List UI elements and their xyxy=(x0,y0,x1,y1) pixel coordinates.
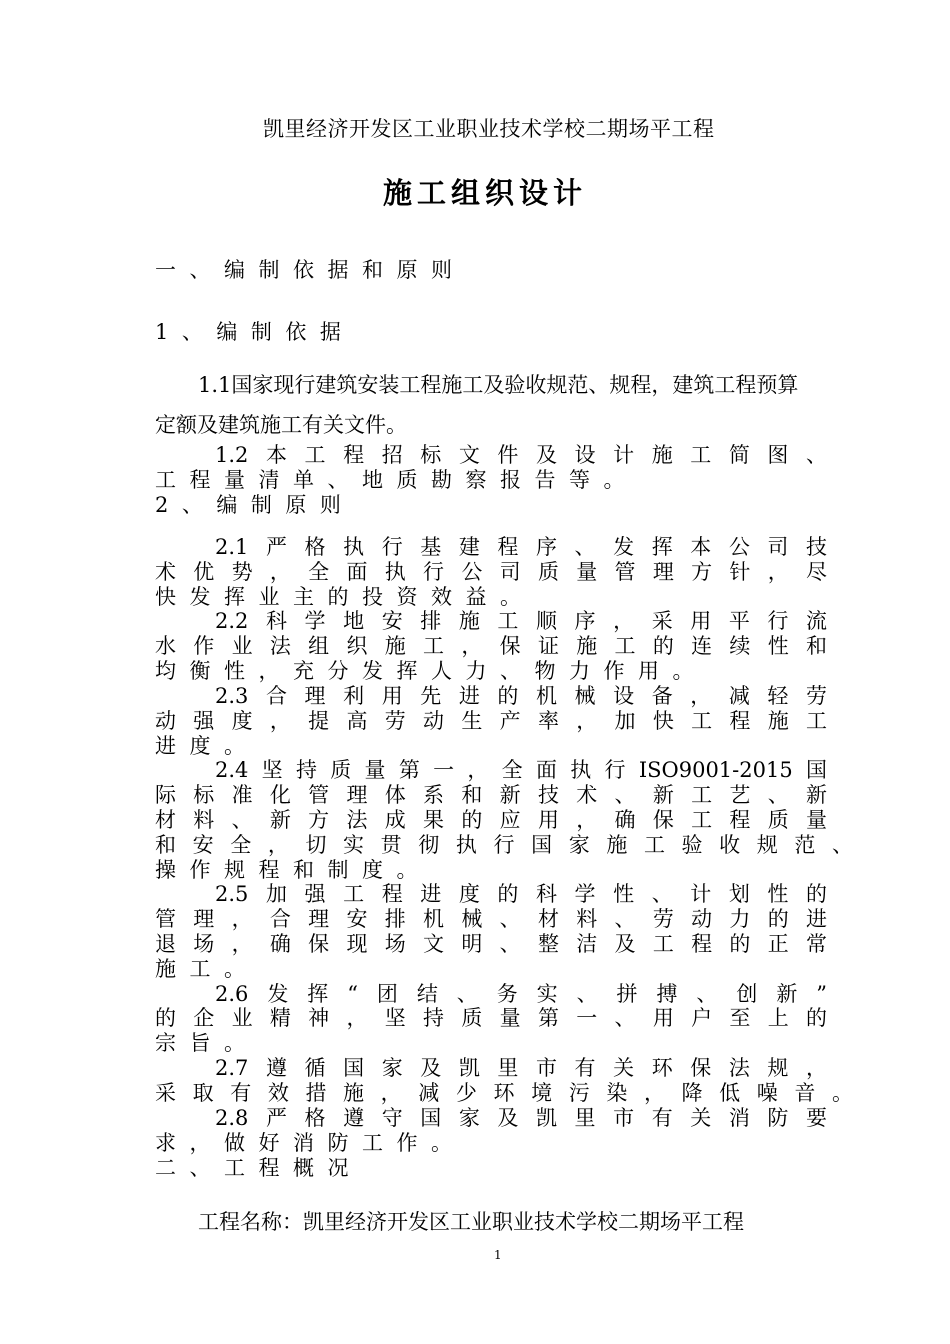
paragraph-2-7-line1: 2.7遵循国家及凯里市有关环保法规， xyxy=(215,1056,827,1080)
paragraph-2-7-line2: 采取有效措施，减少环境污染，降低噪音。 xyxy=(155,1081,853,1105)
paragraph-2-5-line4: 施工。 xyxy=(155,957,259,981)
section-heading-2: 二、工程概况 xyxy=(155,1156,362,1180)
document-title: 施工组织设计 xyxy=(383,176,588,210)
paragraph-2-8-line2: 求，做好消防工作。 xyxy=(155,1131,466,1155)
paragraph-2-4-line1: 2.4坚持质量第一，全面执行ISO9001-2015国 xyxy=(215,758,827,782)
paragraph-2-1-line3: 快发挥业主的投资效益。 xyxy=(155,585,535,609)
paragraph-2-3-line1: 2.3合理利用先进的机械设备，减轻劳 xyxy=(215,684,827,708)
paragraph-2-6-line1: 2.6发挥“团结、务实、拼搏、创新” xyxy=(215,982,827,1006)
paragraph-2-3-line2: 动强度，提高劳动生产率，加快工程施工 xyxy=(155,709,827,733)
paragraph-2-5-line3: 退场，确保现场文明、整洁及工程的正常 xyxy=(155,932,827,956)
paragraph-2-5-line1: 2.5加强工程进度的科学性、计划性的 xyxy=(215,882,827,906)
paragraph-2-2-line1: 2.2科学地安排施工顺序，采用平行流 xyxy=(215,609,827,633)
paragraph-2-4-line2: 际标准化管理体系和新技术、新工艺、新 xyxy=(155,783,827,807)
paragraph-2-4-line3: 材料、新方法成果的应用，确保工程质量 xyxy=(155,808,827,832)
project-name-line: 工程名称：凯里经济开发区工业职业技术学校二期场平工程 xyxy=(198,1210,744,1234)
project-title: 凯里经济开发区工业职业技术学校二期场平工程 xyxy=(263,117,715,141)
paragraph-2-5-line2: 管理，合理安排机械、材料、劳动力的进 xyxy=(155,907,827,931)
paragraph-2-1-line1: 2.1严格执行基建程序、发挥本公司技 xyxy=(215,535,827,559)
subsection-heading-1-2: 2、编制原则 xyxy=(155,493,355,517)
paragraph-1-2-line1: 1.2本工程招标文件及设计施工简图、 xyxy=(215,443,827,467)
paragraph-2-1-line2: 术优势，全面执行公司质量管理方针，尽 xyxy=(155,560,827,584)
section-heading-1: 一、编制依据和原则 xyxy=(155,258,466,282)
paragraph-2-4-line5: 操作规程和制度。 xyxy=(155,858,431,882)
paragraph-2-4-line4: 和安全，切实贯彻执行国家施工验收规范、 xyxy=(155,833,853,857)
paragraph-2-8-line1: 2.8严格遵守国家及凯里市有关消防要 xyxy=(215,1106,827,1130)
paragraph-1-2-line2: 工程量清单、地质勘察报告等。 xyxy=(155,468,638,492)
page-number: 1 xyxy=(494,1248,502,1262)
paragraph-2-3-line3: 进度。 xyxy=(155,734,259,758)
paragraph-1-1-line1: 1.1国家现行建筑安装工程施工及验收规范、规程，建筑工程预算 xyxy=(198,373,799,397)
paragraph-2-6-line2: 的企业精神，坚持质量第一、用户至上的 xyxy=(155,1006,827,1030)
paragraph-2-2-line2: 水作业法组织施工，保证施工的连续性和 xyxy=(155,634,827,658)
subsection-heading-1-1: 1、编制依据 xyxy=(155,320,355,344)
paragraph-2-2-line3: 均衡性，充分发挥人力、物力作用。 xyxy=(155,659,707,683)
paragraph-1-1-line2: 定额及建筑施工有关文件。 xyxy=(155,413,407,437)
paragraph-2-6-line3: 宗旨。 xyxy=(155,1031,259,1055)
